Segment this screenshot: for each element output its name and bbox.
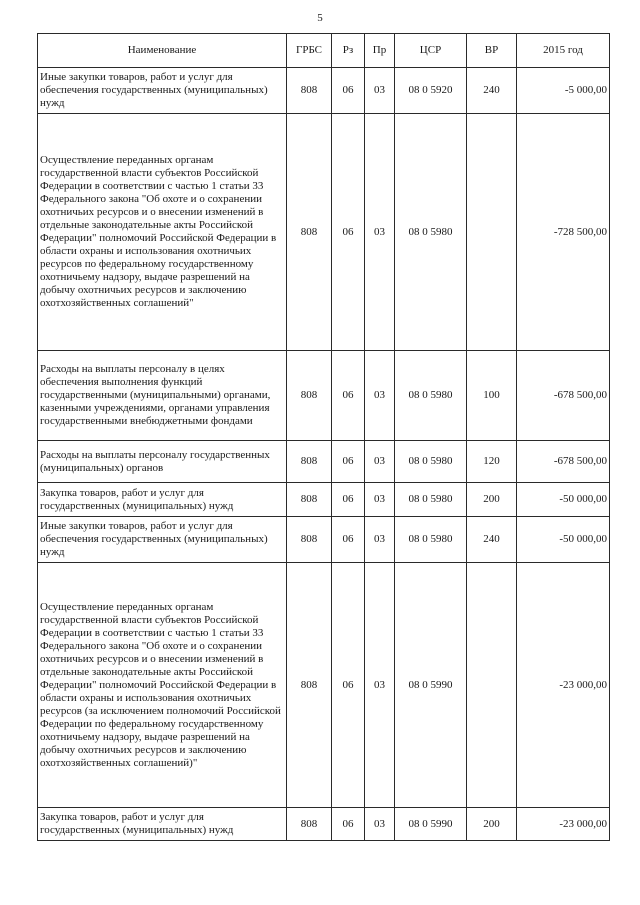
row-vr: 120 [467,441,517,483]
row-pr: 03 [365,68,395,114]
header-year: 2015 год [517,34,610,68]
table-header-row [38,34,610,68]
row-vr: 200 [467,808,517,841]
row-name: Закупка товаров, работ и услуг для государственных (муниципальных) нужд [38,483,287,517]
row-name: Осуществление переданных органам государственной власти субъектов Российской Федерации в соответствии с частью 1 статьи 33 Федерального закона "Об охоте и о сохранении охотничьих ресурсов и о внесении изменений в отдельные законодательные акты Российской Федерации" полномочий Российской Федерации в области охраны и использования охотничьих ресурсов по федеральному государственному охотничьему надзору, выдаче разрешений на добычу охотничьих ресурсов и заключению охотхозяйственных соглашений" [38,114,287,351]
row-name: Иные закупки товаров, работ и услуг для обеспечения государственных (муниципальных) нужд [38,517,287,563]
row-amount: -50 000,00 [517,483,610,517]
row-pr: 03 [365,114,395,351]
header-rz: Рз [332,34,365,68]
row-vr: 240 [467,517,517,563]
row-grbs: 808 [287,68,332,114]
row-name: Осуществление переданных органам государственной власти субъектов Российской Федерации в соответствии с частью 1 статьи 33 Федерального закона "Об охоте и о сохранении охотничьих ресурсов и о внесении изменений в отдельные законодательные акты Российской Федерации" полномочий Российской Федерации в области охраны и использования охотничьих ресурсов (за исключением полномочий Российской Федерации по федеральному государственному охотничьему надзору, выдаче разрешений на добычу охотничьих ресурсов и заключению охотхозяйственных соглашений)" [38,563,287,808]
table-row [38,517,610,563]
page-number: 5 [317,12,323,24]
row-csr: 08 0 5920 [395,68,467,114]
table-row [38,114,610,351]
row-vr: 200 [467,483,517,517]
row-name: Закупка товаров, работ и услуг для государственных (муниципальных) нужд [38,808,287,841]
budget-table [37,33,610,841]
table-row [38,808,610,841]
row-name: Иные закупки товаров, работ и услуг для обеспечения государственных (муниципальных) нужд [38,68,287,114]
row-rz: 06 [332,351,365,441]
row-grbs: 808 [287,114,332,351]
row-pr: 03 [365,517,395,563]
row-vr [467,114,517,351]
row-rz: 06 [332,68,365,114]
row-amount: -23 000,00 [517,808,610,841]
row-csr: 08 0 5980 [395,351,467,441]
row-vr: 100 [467,351,517,441]
row-amount: -678 500,00 [517,441,610,483]
row-grbs: 808 [287,808,332,841]
row-pr: 03 [365,441,395,483]
row-rz: 06 [332,808,365,841]
row-vr [467,563,517,808]
row-grbs: 808 [287,563,332,808]
table-row [38,351,610,441]
row-name: Расходы на выплаты персоналу государственных (муниципальных) органов [38,441,287,483]
row-amount: -728 500,00 [517,114,610,351]
header-grbs: ГРБС [287,34,332,68]
row-rz: 06 [332,563,365,808]
row-csr: 08 0 5980 [395,114,467,351]
row-amount: -50 000,00 [517,517,610,563]
row-pr: 03 [365,351,395,441]
row-name: Расходы на выплаты персоналу в целях обеспечения выполнения функций государственными (муниципальными) органами, казенными учреждениями, органами управления государственными внебюджетными фондами [38,351,287,441]
table-row [38,563,610,808]
row-grbs: 808 [287,483,332,517]
row-grbs: 808 [287,351,332,441]
row-csr: 08 0 5980 [395,483,467,517]
table-row [38,483,610,517]
header-vr: ВР [467,34,517,68]
row-csr: 08 0 5980 [395,441,467,483]
header-pr: Пр [365,34,395,68]
table-row [38,68,610,114]
row-csr: 08 0 5990 [395,808,467,841]
row-rz: 06 [332,517,365,563]
row-pr: 03 [365,808,395,841]
row-grbs: 808 [287,517,332,563]
table-row [38,441,610,483]
row-grbs: 808 [287,441,332,483]
row-rz: 06 [332,114,365,351]
row-amount: -678 500,00 [517,351,610,441]
row-amount: -23 000,00 [517,563,610,808]
header-csr: ЦСР [395,34,467,68]
row-pr: 03 [365,563,395,808]
row-csr: 08 0 5990 [395,563,467,808]
row-amount: -5 000,00 [517,68,610,114]
row-vr: 240 [467,68,517,114]
row-pr: 03 [365,483,395,517]
row-csr: 08 0 5980 [395,517,467,563]
header-name: Наименование [38,34,287,68]
row-rz: 06 [332,441,365,483]
row-rz: 06 [332,483,365,517]
